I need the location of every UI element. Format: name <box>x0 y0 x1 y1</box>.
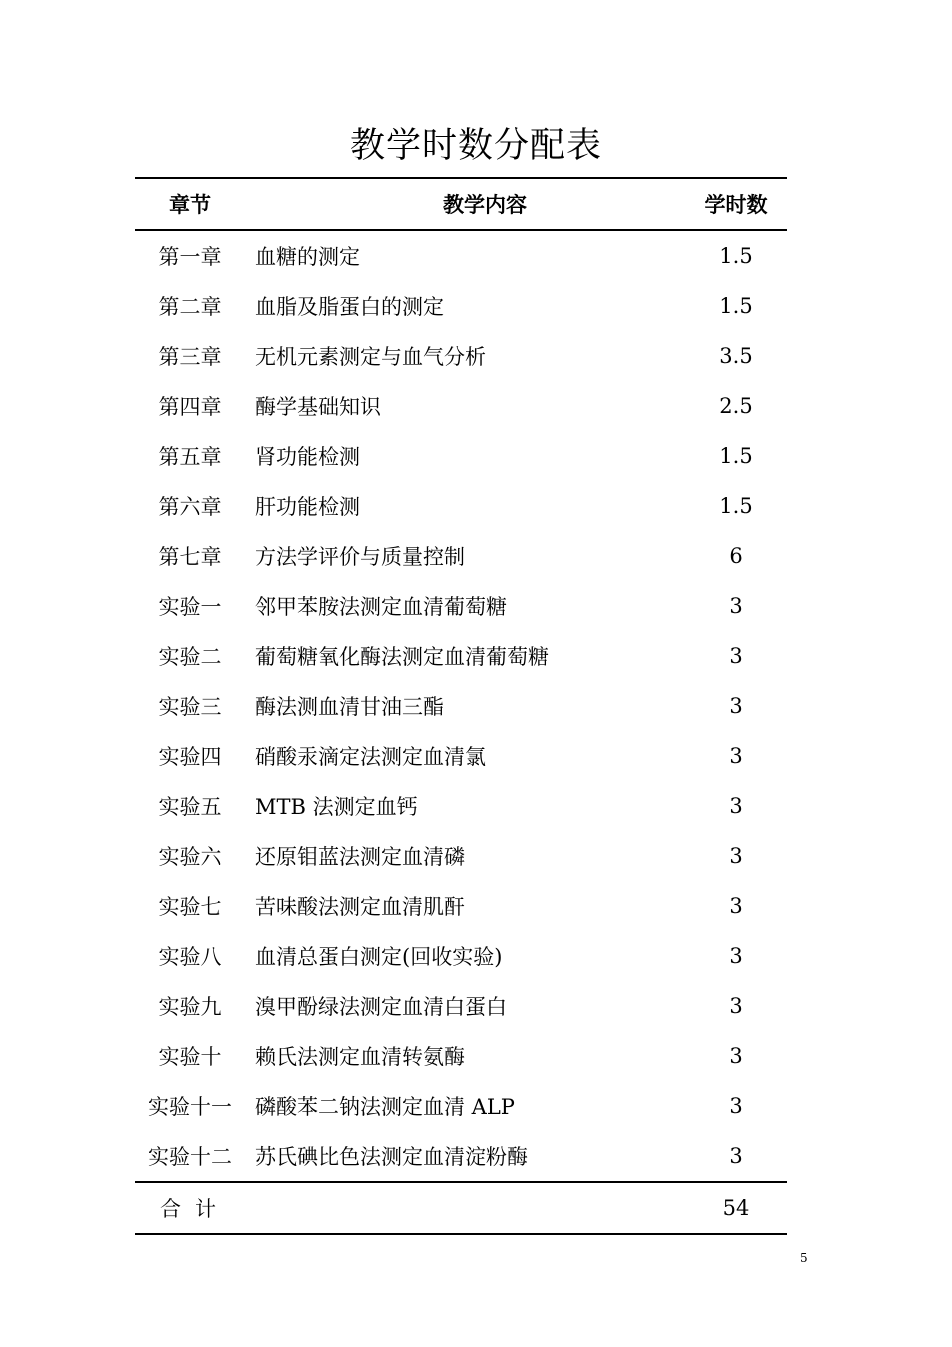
row-hours: 1.5 <box>719 294 753 318</box>
table-row <box>135 731 787 781</box>
row-chapter: 实验三 <box>158 695 222 719</box>
table-row <box>135 931 787 981</box>
row-content: 磷酸苯二钠法测定血清 ALP <box>255 1095 515 1119</box>
row-hours: 3 <box>729 744 743 768</box>
row-hours: 3.5 <box>719 344 753 368</box>
table-row <box>135 1031 787 1081</box>
row-chapter: 第七章 <box>158 545 222 569</box>
table-bottom-rule <box>135 1233 787 1235</box>
row-chapter: 实验十一 <box>148 1095 232 1119</box>
total-hours: 54 <box>722 1196 750 1220</box>
row-hours: 1.5 <box>719 244 753 268</box>
row-chapter: 第五章 <box>158 445 222 469</box>
table-row <box>135 331 787 381</box>
table-row <box>135 531 787 581</box>
row-content: 血脂及脂蛋白的测定 <box>255 295 444 319</box>
row-hours: 3 <box>729 1144 743 1168</box>
row-chapter: 实验七 <box>158 895 222 919</box>
hours-table <box>135 177 787 1235</box>
row-chapter: 实验六 <box>158 845 222 869</box>
row-hours: 3 <box>729 894 743 918</box>
row-content: 还原钼蓝法测定血清磷 <box>255 845 465 869</box>
row-hours: 1.5 <box>719 494 753 518</box>
table-row <box>135 681 787 731</box>
row-content: 酶法测血清甘油三酯 <box>255 695 444 719</box>
table-row <box>135 381 787 431</box>
table-row <box>135 831 787 881</box>
table-body <box>135 231 787 1181</box>
row-hours: 6 <box>729 544 743 568</box>
row-content: 无机元素测定与血气分析 <box>255 345 486 369</box>
row-content: 肾功能检测 <box>255 445 360 469</box>
table-row <box>135 581 787 631</box>
table-row <box>135 981 787 1031</box>
row-content: 邻甲苯胺法测定血清葡萄糖 <box>255 595 507 619</box>
row-content: 赖氏法测定血清转氨酶 <box>255 1045 465 1069</box>
header-content: 教学内容 <box>443 192 527 217</box>
row-content: 溴甲酚绿法测定血清白蛋白 <box>255 995 507 1019</box>
table-row <box>135 281 787 331</box>
row-content: 硝酸汞滴定法测定血清氯 <box>255 745 486 769</box>
table-row <box>135 881 787 931</box>
row-hours: 3 <box>729 1094 743 1118</box>
table-row <box>135 631 787 681</box>
row-chapter: 实验八 <box>158 945 222 969</box>
table-row <box>135 231 787 281</box>
row-hours: 3 <box>729 794 743 818</box>
row-chapter: 第三章 <box>158 345 222 369</box>
row-chapter: 实验二 <box>158 645 222 669</box>
row-content: 血糖的测定 <box>255 245 360 269</box>
total-label: 合计 <box>160 1197 230 1221</box>
row-chapter: 第一章 <box>158 245 222 269</box>
row-chapter: 实验一 <box>158 595 222 619</box>
header-chapter: 章节 <box>169 192 211 217</box>
row-content: 方法学评价与质量控制 <box>255 545 465 569</box>
header-hours: 学时数 <box>704 192 768 217</box>
row-chapter: 实验四 <box>158 745 222 769</box>
row-content: 葡萄糖氧化酶法测定血清葡萄糖 <box>255 645 549 669</box>
row-chapter: 实验十二 <box>148 1145 232 1169</box>
row-content: 苦味酸法测定血清肌酐 <box>255 895 465 919</box>
table-row <box>135 1131 787 1181</box>
row-hours: 3 <box>729 644 743 668</box>
row-chapter: 实验五 <box>158 795 222 819</box>
row-content: 血清总蛋白测定(回收实验) <box>255 945 503 969</box>
table-total-row <box>135 1183 787 1233</box>
table-header-row <box>135 179 787 229</box>
row-content: MTB 法测定血钙 <box>255 795 418 819</box>
table-row <box>135 781 787 831</box>
page-title: 教学时数分配表 <box>349 126 602 166</box>
row-chapter: 实验十 <box>158 1045 222 1069</box>
table-row <box>135 1081 787 1131</box>
row-hours: 3 <box>729 944 743 968</box>
row-hours: 1.5 <box>719 444 753 468</box>
row-chapter: 第四章 <box>158 395 222 419</box>
row-hours: 3 <box>729 994 743 1018</box>
table-row <box>135 481 787 531</box>
row-hours: 3 <box>729 694 743 718</box>
row-chapter: 实验九 <box>158 995 222 1019</box>
row-content: 苏氏碘比色法测定血清淀粉酶 <box>255 1145 528 1169</box>
row-hours: 3 <box>729 844 743 868</box>
page-number: 5 <box>800 1251 808 1265</box>
row-chapter: 第六章 <box>158 495 222 519</box>
row-hours: 3 <box>729 1044 743 1068</box>
row-hours: 2.5 <box>719 394 753 418</box>
row-content: 酶学基础知识 <box>255 395 381 419</box>
row-hours: 3 <box>729 594 743 618</box>
table-row <box>135 431 787 481</box>
row-chapter: 第二章 <box>158 295 222 319</box>
row-content: 肝功能检测 <box>255 495 360 519</box>
